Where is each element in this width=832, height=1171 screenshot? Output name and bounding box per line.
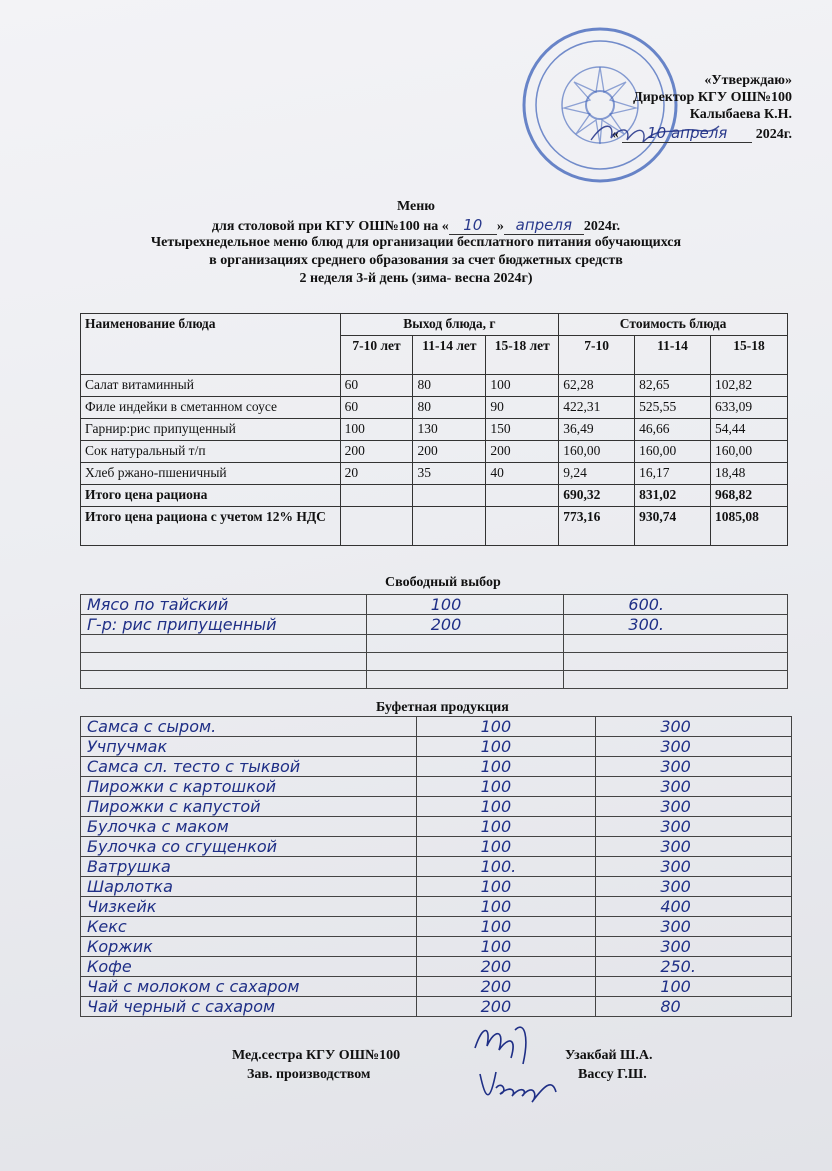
item-price: 100 xyxy=(596,977,792,997)
buffet-row xyxy=(81,977,792,997)
item-weight xyxy=(366,635,564,653)
total-vat-label: Итого цена рациона с учетом 12% НДС xyxy=(81,507,341,546)
buffet-row xyxy=(81,917,792,937)
item-price: 300 xyxy=(596,857,792,877)
nurse-name: Узакбай Ш.А. xyxy=(565,1048,653,1063)
total-label: Итого цена рациона xyxy=(81,485,341,507)
item-name: Чай с молоком с сахаром xyxy=(81,977,417,997)
item-price: 300. xyxy=(564,615,788,635)
item-price: 300 xyxy=(596,777,792,797)
buffet-row xyxy=(81,957,792,977)
output-value: 200 xyxy=(413,441,486,463)
item-name: Коржик xyxy=(81,937,417,957)
item-weight: 100 xyxy=(416,717,596,737)
director-position: Директор КГУ ОШ№100 xyxy=(633,90,792,105)
buffet-row xyxy=(81,897,792,917)
menu-row xyxy=(81,441,788,463)
buffet-row xyxy=(81,877,792,897)
free_choice-row xyxy=(81,653,788,671)
item-weight: 200 xyxy=(366,615,564,635)
item-weight: 100 xyxy=(416,757,596,777)
dish-name: Филе индейки в сметанном соусе xyxy=(81,397,341,419)
buffet-row xyxy=(81,857,792,877)
buffet-row xyxy=(81,757,792,777)
item-weight: 100 xyxy=(416,937,596,957)
doc-period: 2 неделя 3-й день (зима- весна 2024г) xyxy=(299,271,533,286)
item-name xyxy=(81,653,367,671)
item-name: Чай черный с сахаром xyxy=(81,997,417,1017)
cost-value: 54,44 xyxy=(711,419,788,441)
item-price: 300 xyxy=(596,737,792,757)
item-weight: 100. xyxy=(416,857,596,877)
item-name: Мясо по тайский xyxy=(81,595,367,615)
header-age-7-10: 7-10 лет xyxy=(340,336,413,375)
menu-row xyxy=(81,463,788,485)
item-weight: 100 xyxy=(416,917,596,937)
item-name: Пирожки с капустой xyxy=(81,797,417,817)
item-weight: 200 xyxy=(416,957,596,977)
item-price xyxy=(564,671,788,689)
output-value: 100 xyxy=(340,419,413,441)
total-vat-cost-7-10: 773,16 xyxy=(559,507,635,546)
item-price: 300 xyxy=(596,797,792,817)
header-age-11-14: 11-14 лет xyxy=(413,336,486,375)
buffet-row xyxy=(81,717,792,737)
output-value: 40 xyxy=(486,463,559,485)
buffet-row xyxy=(81,997,792,1017)
menu-row xyxy=(81,397,788,419)
subtitle-mid: » xyxy=(496,219,504,234)
item-weight: 100 xyxy=(416,817,596,837)
total-vat-cost-15-18: 1085,08 xyxy=(711,507,788,546)
item-name: Самса сл. тесто с тыквой xyxy=(81,757,417,777)
director-name: Калыбаева К.Н. xyxy=(689,107,792,122)
item-price xyxy=(564,653,788,671)
dish-name: Салат витаминный xyxy=(81,375,341,397)
approval-date-suffix: 2024г. xyxy=(755,127,792,142)
total-cost-11-14: 831,02 xyxy=(635,485,711,507)
item-price: 400 xyxy=(596,897,792,917)
total-vat-cost-11-14: 930,74 xyxy=(635,507,711,546)
header-age-15-18: 15-18 лет xyxy=(486,336,559,375)
output-value: 90 xyxy=(486,397,559,419)
item-weight: 100 xyxy=(416,877,596,897)
item-weight: 100 xyxy=(416,897,596,917)
item-price: 600. xyxy=(564,595,788,615)
item-name: Булочка со сгущенкой xyxy=(81,837,417,857)
item-price: 250. xyxy=(596,957,792,977)
item-weight: 200 xyxy=(416,977,596,997)
subtitle-day: 10 xyxy=(449,216,497,235)
menu-rows xyxy=(81,375,788,485)
item-name: Кекс xyxy=(81,917,417,937)
approval-date-handwritten: 10 апреля xyxy=(622,124,752,143)
cost-value: 82,65 xyxy=(635,375,711,397)
approve-label: «Утверждаю» xyxy=(704,73,792,88)
output-value: 60 xyxy=(340,375,413,397)
free_choice-row xyxy=(81,595,788,615)
output-value: 200 xyxy=(486,441,559,463)
item-weight: 100 xyxy=(366,595,564,615)
cost-value: 525,55 xyxy=(635,397,711,419)
free_choice-row xyxy=(81,671,788,689)
header-dish-name: Наименование блюда xyxy=(81,314,341,375)
item-name xyxy=(81,635,367,653)
header-output: Выход блюда, г xyxy=(340,314,559,336)
output-value: 80 xyxy=(413,375,486,397)
buffet-row xyxy=(81,737,792,757)
buffet-row xyxy=(81,937,792,957)
menu-row xyxy=(81,419,788,441)
total-vat-empty xyxy=(486,507,559,546)
cost-value: 160,00 xyxy=(635,441,711,463)
total-cost-15-18: 968,82 xyxy=(711,485,788,507)
item-weight: 100 xyxy=(416,837,596,857)
header-cost-7-10: 7-10 xyxy=(559,336,635,375)
dish-name: Хлеб ржано-пшеничный xyxy=(81,463,341,485)
item-name: Учпучмак xyxy=(81,737,417,757)
subtitle-suffix: 2024г. xyxy=(583,219,621,234)
item-name: Шарлотка xyxy=(81,877,417,897)
output-value: 150 xyxy=(486,419,559,441)
free-choice-title: Свободный выбор xyxy=(385,575,501,590)
item-price: 300 xyxy=(596,937,792,957)
header-cost-15-18: 15-18 xyxy=(711,336,788,375)
item-name: Чизкейк xyxy=(81,897,417,917)
output-value: 35 xyxy=(413,463,486,485)
buffet-row xyxy=(81,797,792,817)
item-price: 300 xyxy=(596,917,792,937)
buffet-row xyxy=(81,837,792,857)
total-empty xyxy=(340,485,413,507)
total-vat-empty xyxy=(340,507,413,546)
item-weight: 100 xyxy=(416,777,596,797)
total-vat-empty xyxy=(413,507,486,546)
output-value: 80 xyxy=(413,397,486,419)
item-name: Ватрушка xyxy=(81,857,417,877)
item-price: 300 xyxy=(596,757,792,777)
item-name: Г-р: рис припущенный xyxy=(81,615,367,635)
total-empty xyxy=(413,485,486,507)
output-value: 20 xyxy=(340,463,413,485)
nurse-signature-icon xyxy=(465,1018,545,1068)
buffet-table xyxy=(80,716,792,1017)
subtitle-prefix: для столовой при КГУ ОШ№100 на « xyxy=(211,219,449,234)
header-cost: Стоимость блюда xyxy=(559,314,788,336)
free_choice-row xyxy=(81,635,788,653)
cost-value: 9,24 xyxy=(559,463,635,485)
free_choice-row xyxy=(81,615,788,635)
item-weight: 200 xyxy=(416,997,596,1017)
menu-table xyxy=(80,313,788,546)
item-name: Булочка с маком xyxy=(81,817,417,837)
item-price: 300 xyxy=(596,817,792,837)
output-value: 100 xyxy=(486,375,559,397)
cost-value: 18,48 xyxy=(711,463,788,485)
buffet-row xyxy=(81,817,792,837)
director-signature-icon xyxy=(585,118,725,148)
item-weight xyxy=(366,653,564,671)
item-weight xyxy=(366,671,564,689)
item-name: Кофе xyxy=(81,957,417,977)
item-price: 80 xyxy=(596,997,792,1017)
output-value: 200 xyxy=(340,441,413,463)
buffet-row xyxy=(81,777,792,797)
cost-value: 160,00 xyxy=(711,441,788,463)
approval-date-prefix: « xyxy=(611,127,619,142)
doc-title: Меню xyxy=(396,199,435,214)
free-choice-table xyxy=(80,594,788,689)
total-cost-7-10: 690,32 xyxy=(559,485,635,507)
cost-value: 46,66 xyxy=(635,419,711,441)
nurse-position: Мед.сестра КГУ ОШ№100 xyxy=(232,1048,401,1063)
cost-value: 36,49 xyxy=(559,419,635,441)
output-value: 130 xyxy=(413,419,486,441)
cost-value: 160,00 xyxy=(559,441,635,463)
doc-subtitle-date xyxy=(0,216,832,236)
item-price xyxy=(564,635,788,653)
dish-name: Сок натуральный т/п xyxy=(81,441,341,463)
output-value: 60 xyxy=(340,397,413,419)
item-name: Пирожки с картошкой xyxy=(81,777,417,797)
cost-value: 633,09 xyxy=(711,397,788,419)
buffet-title: Буфетная продукция xyxy=(376,700,509,715)
cost-value: 16,17 xyxy=(635,463,711,485)
item-price: 300 xyxy=(596,877,792,897)
chef-signature-icon xyxy=(472,1062,562,1107)
header-cost-11-14: 11-14 xyxy=(635,336,711,375)
item-price: 300 xyxy=(596,717,792,737)
item-name xyxy=(81,671,367,689)
item-name: Самса с сыром. xyxy=(81,717,417,737)
item-weight: 100 xyxy=(416,797,596,817)
cost-value: 102,82 xyxy=(711,375,788,397)
subtitle-month: апреля xyxy=(504,216,584,235)
cost-value: 422,31 xyxy=(559,397,635,419)
doc-description-2: в организациях среднего образования за счет бюджетных средств xyxy=(209,253,623,268)
total-empty xyxy=(486,485,559,507)
menu-row xyxy=(81,375,788,397)
item-price: 300 xyxy=(596,837,792,857)
cost-value: 62,28 xyxy=(559,375,635,397)
chef-position: Зав. производством xyxy=(247,1067,371,1082)
dish-name: Гарнир:рис припущенный xyxy=(81,419,341,441)
doc-description: Четырехнедельное меню блюд для организации бесплатного питания обучающихся xyxy=(150,235,682,250)
chef-name: Вассу Г.Ш. xyxy=(578,1067,647,1082)
item-weight: 100 xyxy=(416,737,596,757)
